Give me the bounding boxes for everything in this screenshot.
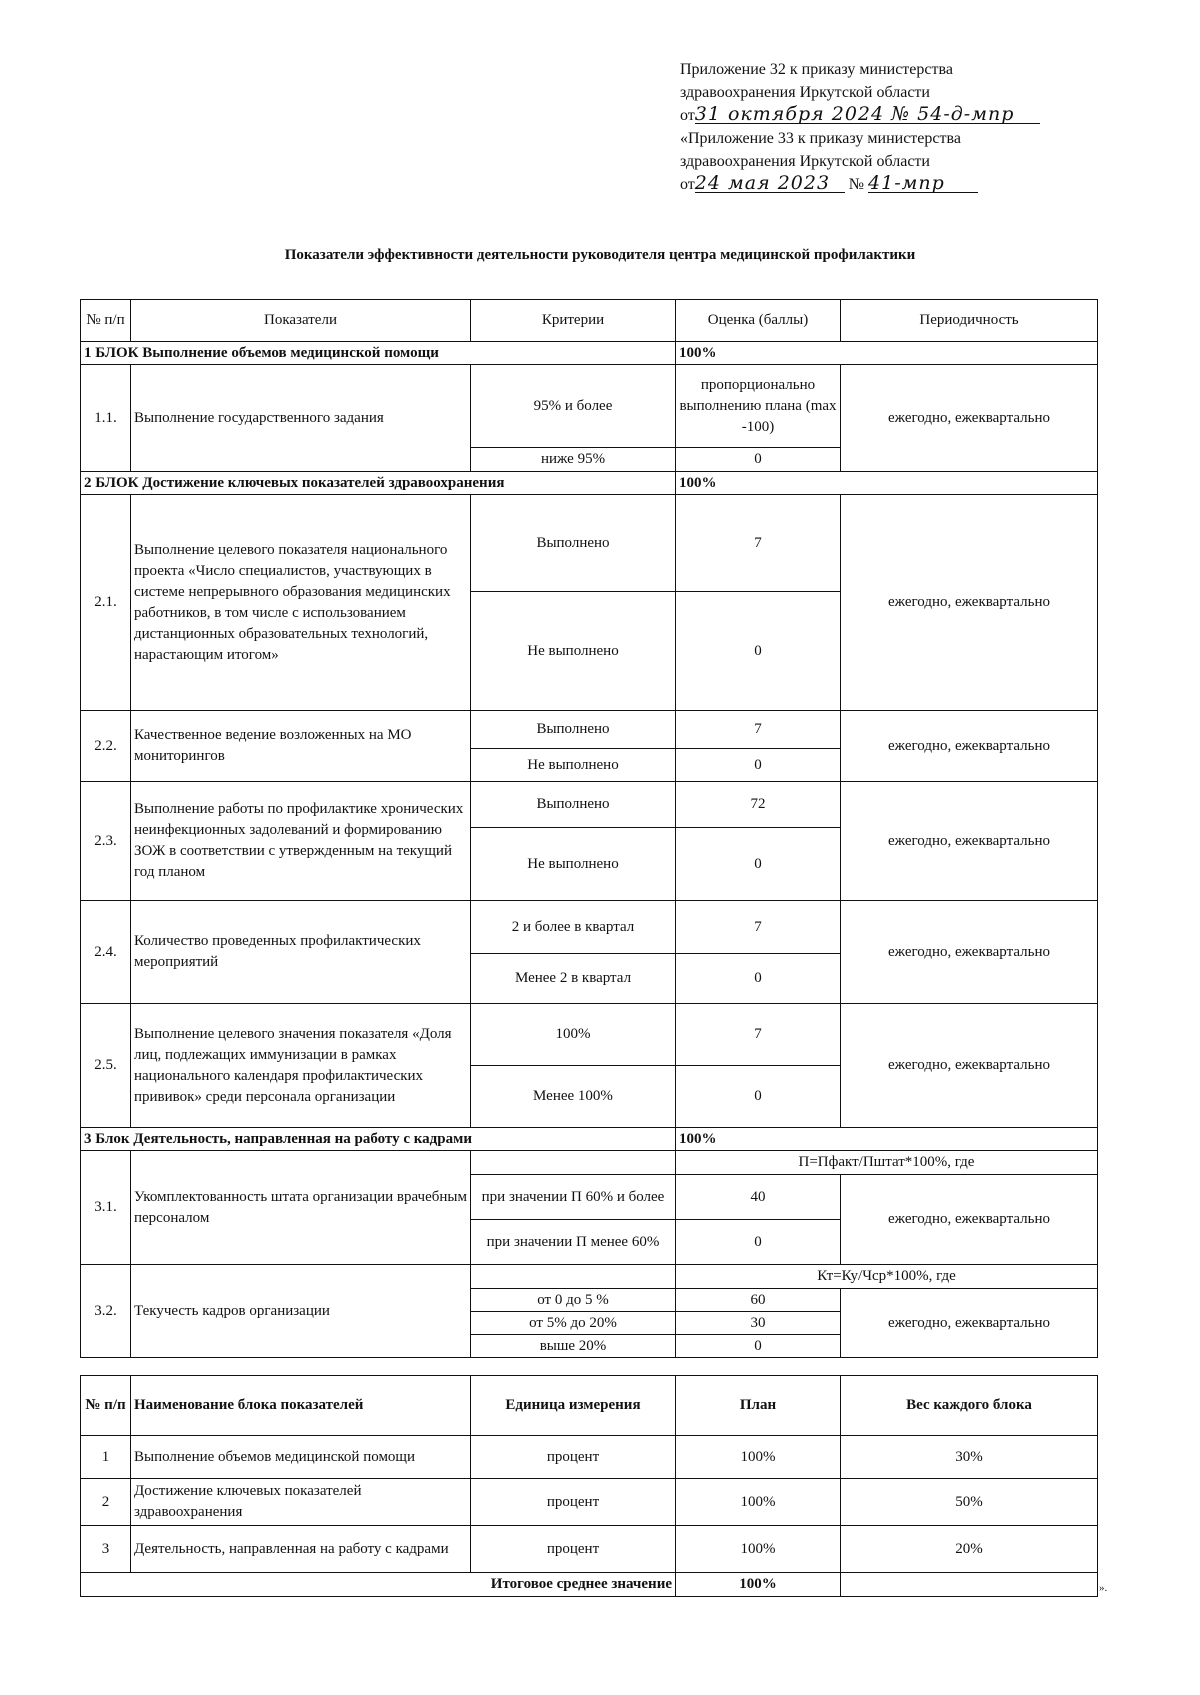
unit: процент bbox=[471, 1436, 676, 1479]
block-row-2 bbox=[81, 472, 1098, 495]
row-num: 2.4. bbox=[81, 901, 131, 1004]
score: 0 bbox=[676, 1220, 841, 1265]
criterion: 95% и более bbox=[471, 365, 676, 448]
criterion: Не выполнено bbox=[471, 592, 676, 711]
handwritten-number: 41-мпр bbox=[868, 174, 978, 193]
indicator-name: Выполнение работы по профилактике хронических неинфекционных задолеваний и формированию ЗОЖ в соответствии с утвержденным на текущий год планом bbox=[131, 782, 471, 901]
row-num: 3.2. bbox=[81, 1265, 131, 1358]
block-label: 1 БЛОК Выполнение объемов медицинской помощи bbox=[81, 342, 676, 365]
weight: 20% bbox=[841, 1526, 1098, 1573]
table-row bbox=[81, 782, 1098, 828]
plan: 100% bbox=[676, 1436, 841, 1479]
score: 40 bbox=[676, 1175, 841, 1220]
header-line-4: «Приложение 33 к приказу министерства bbox=[680, 130, 961, 147]
score: 0 bbox=[676, 1066, 841, 1128]
indicators-table bbox=[80, 299, 1098, 1358]
score: 0 bbox=[676, 592, 841, 711]
criterion: 2 и более в квартал bbox=[471, 901, 676, 954]
total-value: 100% bbox=[676, 1573, 841, 1597]
periodicity: ежегодно, ежеквартально bbox=[841, 782, 1098, 901]
table-row bbox=[81, 901, 1098, 954]
header-date-prefix: от bbox=[680, 107, 695, 124]
plan: 100% bbox=[676, 1526, 841, 1573]
criterion: 100% bbox=[471, 1004, 676, 1066]
row-num: 2 bbox=[81, 1479, 131, 1526]
block-label: 2 БЛОК Достижение ключевых показателей здравоохранения bbox=[81, 472, 676, 495]
row-num: 2.1. bbox=[81, 495, 131, 711]
table-row bbox=[81, 711, 1098, 749]
periodicity: ежегодно, ежеквартально bbox=[841, 711, 1098, 782]
indicator-name: Выполнение целевого показателя национального проекта «Число специалистов, участвующих в системе непрерывного образования медицинских работников, в том числе с использованием дистанционных образовательных технологий, нарастающим итогом» bbox=[131, 495, 471, 711]
table-row bbox=[81, 495, 1098, 592]
block-name: Достижение ключевых показателей здравоохранения bbox=[131, 1479, 471, 1526]
criterion: Выполнено bbox=[471, 495, 676, 592]
criterion: от 0 до 5 % bbox=[471, 1289, 676, 1312]
unit: процент bbox=[471, 1479, 676, 1526]
formula-spacer bbox=[471, 1151, 676, 1175]
score: 7 bbox=[676, 495, 841, 592]
criterion: выше 20% bbox=[471, 1335, 676, 1358]
col-header-score: Оценка (баллы) bbox=[676, 300, 841, 342]
header-line-3 bbox=[680, 104, 1120, 127]
score: пропорционально выполнению плана (max -100) bbox=[676, 365, 841, 448]
document-title: Показатели эффективности деятельности руководителя центра медицинской профилактики bbox=[284, 247, 916, 263]
periodicity: ежегодно, ежеквартально bbox=[841, 1289, 1098, 1358]
score: 0 bbox=[676, 1335, 841, 1358]
criterion: Выполнено bbox=[471, 711, 676, 749]
table-row bbox=[81, 1004, 1098, 1066]
indicator-name: Выполнение государственного задания bbox=[131, 365, 471, 472]
table-row bbox=[81, 1526, 1098, 1573]
criterion: Менее 2 в квартал bbox=[471, 954, 676, 1004]
header-line-6 bbox=[680, 173, 1120, 196]
row-num: 2.2. bbox=[81, 711, 131, 782]
table-header-row bbox=[81, 1376, 1098, 1436]
block-percent: 100% bbox=[676, 342, 1098, 365]
col-header-plan: План bbox=[676, 1376, 841, 1436]
periodicity: ежегодно, ежеквартально bbox=[841, 365, 1098, 472]
block-percent: 100% bbox=[676, 472, 1098, 495]
table-row bbox=[81, 1265, 1098, 1289]
block-label: 3 Блок Деятельность, направленная на работу с кадрами bbox=[81, 1128, 676, 1151]
col-header-num: № п/п bbox=[81, 1376, 131, 1436]
weight: 50% bbox=[841, 1479, 1098, 1526]
block-name: Деятельность, направленная на работу с кадрами bbox=[131, 1526, 471, 1573]
table-row bbox=[81, 1436, 1098, 1479]
score: 7 bbox=[676, 901, 841, 954]
criterion: от 5% до 20% bbox=[471, 1312, 676, 1335]
block-percent: 100% bbox=[676, 1128, 1098, 1151]
periodicity: ежегодно, ежеквартально bbox=[841, 495, 1098, 711]
score: 72 bbox=[676, 782, 841, 828]
col-header-indicators: Показатели bbox=[131, 300, 471, 342]
indicator-name: Количество проведенных профилактических мероприятий bbox=[131, 901, 471, 1004]
row-num: 3.1. bbox=[81, 1151, 131, 1265]
formula-spacer bbox=[471, 1265, 676, 1289]
header-date-prefix-2: от bbox=[680, 176, 695, 193]
row-num: 2.3. bbox=[81, 782, 131, 901]
plan: 100% bbox=[676, 1479, 841, 1526]
unit: процент bbox=[471, 1526, 676, 1573]
row-num: 3 bbox=[81, 1526, 131, 1573]
periodicity: ежегодно, ежеквартально bbox=[841, 1004, 1098, 1128]
score: 0 bbox=[676, 954, 841, 1004]
score: 0 bbox=[676, 448, 841, 472]
number-sign: № bbox=[848, 176, 865, 193]
indicator-name: Укомплектованность штата организации врачебным персоналом bbox=[131, 1151, 471, 1265]
periodicity: ежегодно, ежеквартально bbox=[841, 1175, 1098, 1265]
criterion: Не выполнено bbox=[471, 749, 676, 782]
criterion: ниже 95% bbox=[471, 448, 676, 472]
indicator-name: Выполнение целевого значения показателя «Доля лиц, подлежащих иммунизации в рамках национального календаря профилактических прививок» среди персонала организации bbox=[131, 1004, 471, 1128]
row-num: 1 bbox=[81, 1436, 131, 1479]
col-header-period: Периодичность bbox=[841, 300, 1098, 342]
table-header-row bbox=[81, 300, 1098, 342]
block-name: Выполнение объемов медицинской помощи bbox=[131, 1436, 471, 1479]
header-line-5: здравоохранения Иркутской области bbox=[680, 153, 930, 170]
col-header-block-name: Наименование блока показателей bbox=[131, 1376, 471, 1436]
closing-quote-mark: ». bbox=[1099, 1582, 1108, 1594]
indicator-name: Текучесть кадров организации bbox=[131, 1265, 471, 1358]
table-row bbox=[81, 365, 1098, 448]
total-empty-cell bbox=[841, 1573, 1098, 1597]
criterion: при значении П менее 60% bbox=[471, 1220, 676, 1265]
score: 60 bbox=[676, 1289, 841, 1312]
score: 7 bbox=[676, 1004, 841, 1066]
table-row bbox=[81, 1151, 1098, 1175]
row-num: 1.1. bbox=[81, 365, 131, 472]
criterion: Выполнено bbox=[471, 782, 676, 828]
col-header-weight: Вес каждого блока bbox=[841, 1376, 1098, 1436]
indicator-name: Качественное ведение возложенных на МО мониторингов bbox=[131, 711, 471, 782]
handwritten-date: 24 мая 2023 bbox=[695, 174, 845, 193]
score: 30 bbox=[676, 1312, 841, 1335]
col-header-num: № п/п bbox=[81, 300, 131, 342]
order-header bbox=[680, 58, 1120, 196]
header-line-1: Приложение 32 к приказу министерства bbox=[680, 61, 953, 78]
total-label: Итоговое среднее значение bbox=[81, 1573, 676, 1597]
score: 7 bbox=[676, 711, 841, 749]
criterion: при значении П 60% и более bbox=[471, 1175, 676, 1220]
formula: Кт=Ку/Чср*100%, где bbox=[676, 1265, 1098, 1289]
col-header-unit: Единица измерения bbox=[471, 1376, 676, 1436]
score: 0 bbox=[676, 749, 841, 782]
col-header-criteria: Критерии bbox=[471, 300, 676, 342]
block-row-3 bbox=[81, 1128, 1098, 1151]
block-row-1 bbox=[81, 342, 1098, 365]
total-row bbox=[81, 1573, 1098, 1597]
table-row bbox=[81, 1479, 1098, 1526]
criterion: Менее 100% bbox=[471, 1066, 676, 1128]
handwritten-date-number: 31 октября 2024 № 54-д-мпр bbox=[695, 105, 1040, 124]
periodicity: ежегодно, ежеквартально bbox=[841, 901, 1098, 1004]
formula: П=Пфакт/Пштат*100%, где bbox=[676, 1151, 1098, 1175]
header-line-2: здравоохранения Иркутской области bbox=[680, 84, 930, 101]
row-num: 2.5. bbox=[81, 1004, 131, 1128]
criterion: Не выполнено bbox=[471, 828, 676, 901]
score: 0 bbox=[676, 828, 841, 901]
weight: 30% bbox=[841, 1436, 1098, 1479]
block-weights-table bbox=[80, 1375, 1098, 1597]
